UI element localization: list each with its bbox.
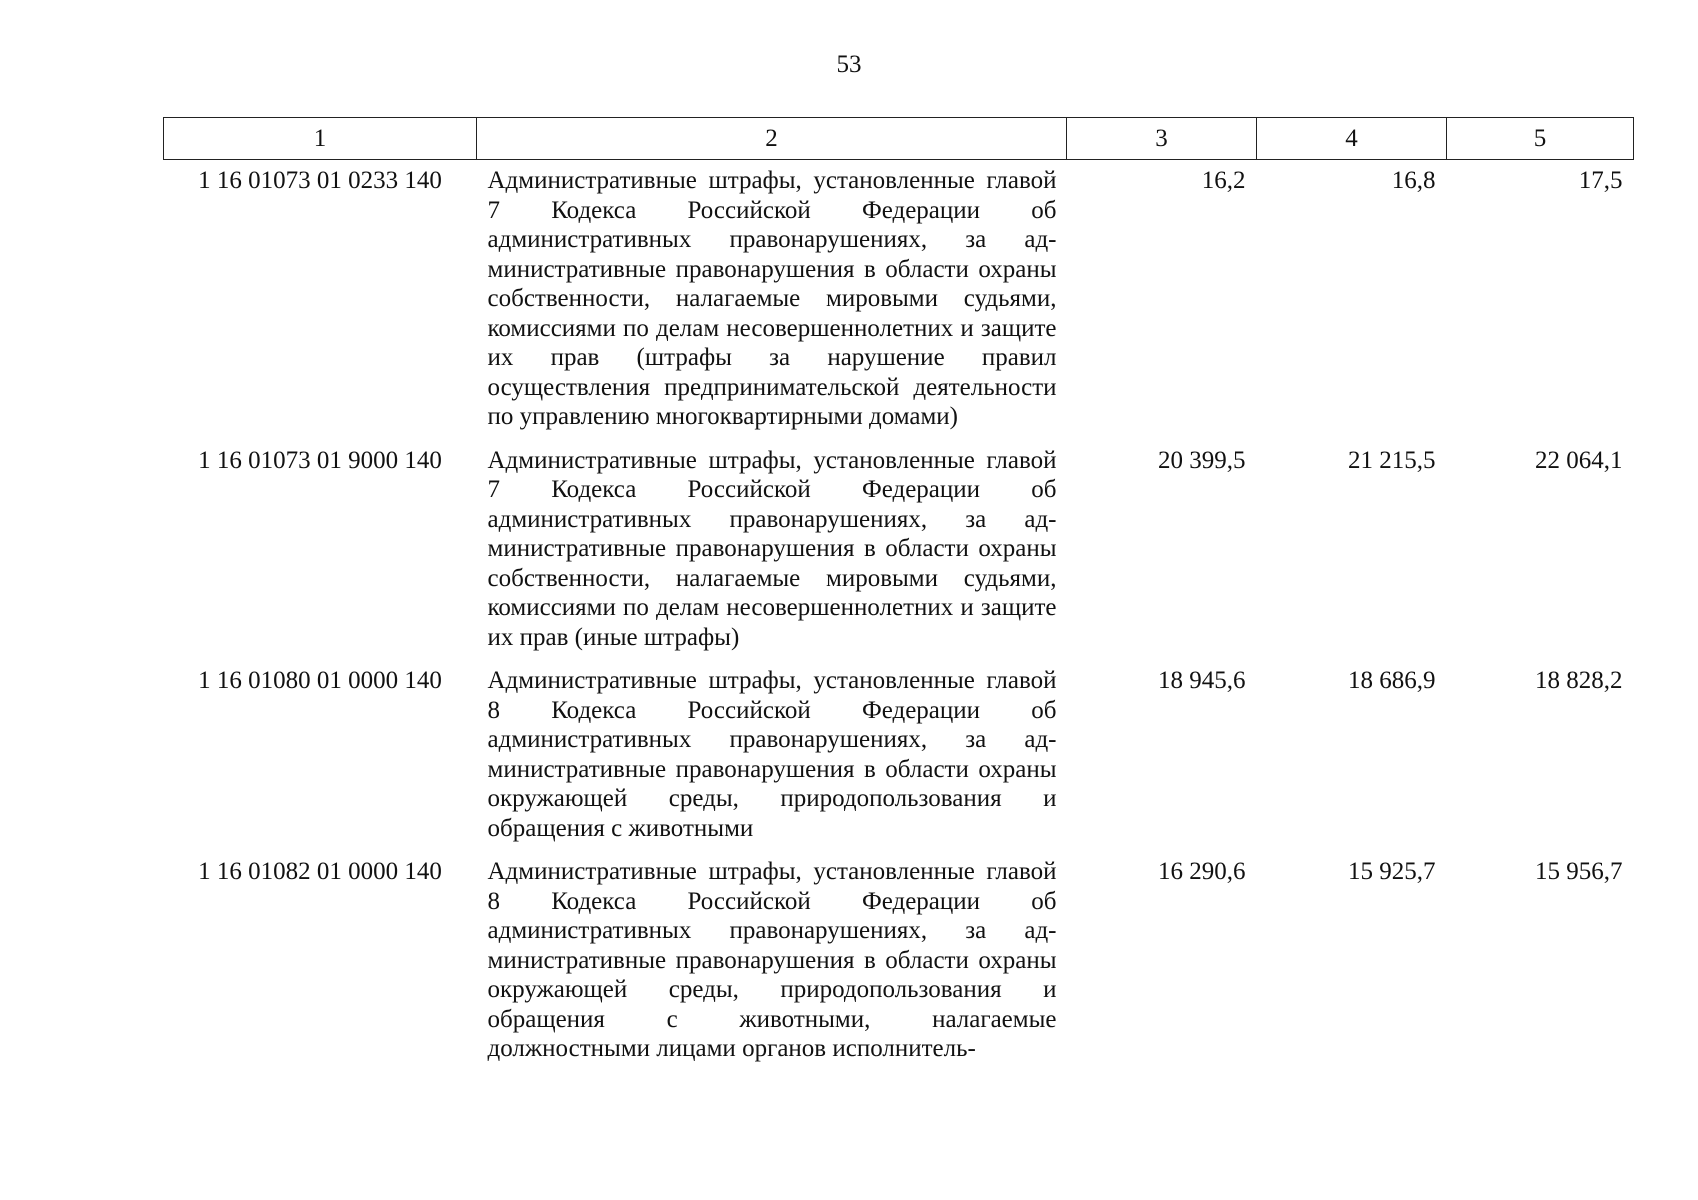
row-code: 1 16 01080 01 0000 140 <box>198 667 442 694</box>
table-row <box>164 160 1634 442</box>
row-description: Административные штрафы, установленные главой 7 Кодекса Российской Федерации об административных правонарушениях, за административные правонарушения в области охраны собственности, налагаемые мировыми судьями, комиссиями по делам несовершеннолетних и защите их прав (иные штрафы) <box>487 446 1057 651</box>
row-value-col-3: 18 945,6 <box>1158 667 1246 694</box>
row-value-col-3: 16,2 <box>1201 167 1246 194</box>
row-value-col-4: 15 925,7 <box>1348 858 1436 885</box>
row-value-col-5: 15 956,7 <box>1535 858 1623 885</box>
row-value-col-3: 16 290,6 <box>1158 858 1246 885</box>
row-value-col-4: 18 686,9 <box>1348 667 1436 694</box>
row-value-col-5: 18 828,2 <box>1535 667 1623 694</box>
header-col-3: 3 <box>1067 118 1257 160</box>
header-col-5: 5 <box>1447 118 1634 160</box>
budget-table <box>163 117 1634 1074</box>
header-col-4: 4 <box>1257 118 1447 160</box>
row-code: 1 16 01073 01 0233 140 <box>198 167 442 194</box>
row-value-col-5: 22 064,1 <box>1535 446 1623 474</box>
row-description: Административные штрафы, установленные главой 8 Кодекса Российской Федерации об административных правонарушениях, за административные правонарушения в области охраны окружающей среды, природопользования и обращения с животными, налагаемые должностными лицами органов исполнитель- <box>487 858 1057 1062</box>
header-col-2: 2 <box>477 118 1067 160</box>
table-row <box>164 442 1634 663</box>
table-row <box>164 662 1634 853</box>
row-value-col-4: 21 215,5 <box>1348 446 1436 474</box>
row-description: Административные штрафы, установленные главой 8 Кодекса Российской Федерации об административных правонарушениях, за административные правонарушения в области охраны окружающей среды, природопользования и обращения с животными <box>487 667 1057 842</box>
table-header <box>164 118 1634 160</box>
table-row <box>164 853 1634 1074</box>
row-code: 1 16 01073 01 9000 140 <box>198 446 442 474</box>
row-value-col-3: 20 399,5 <box>1158 446 1246 474</box>
table-body <box>164 160 1634 1074</box>
page-number: 53 <box>836 51 862 78</box>
row-description: Административные штрафы, установленные главой 7 Кодекса Российской Федерации об административных правонарушениях, за административные правонарушения в области охраны собственности, налагаемые мировыми судьями, комиссиями по делам несовершеннолетних и защите их прав (штрафы за нарушение правил осуществления предпринимательской деятельности по управлению многоквартирными домами) <box>487 167 1057 430</box>
row-code: 1 16 01082 01 0000 140 <box>198 858 442 885</box>
row-value-col-5: 17,5 <box>1578 167 1623 194</box>
header-col-1: 1 <box>164 118 477 160</box>
row-value-col-4: 16,8 <box>1391 167 1436 194</box>
header-row <box>164 118 1634 160</box>
